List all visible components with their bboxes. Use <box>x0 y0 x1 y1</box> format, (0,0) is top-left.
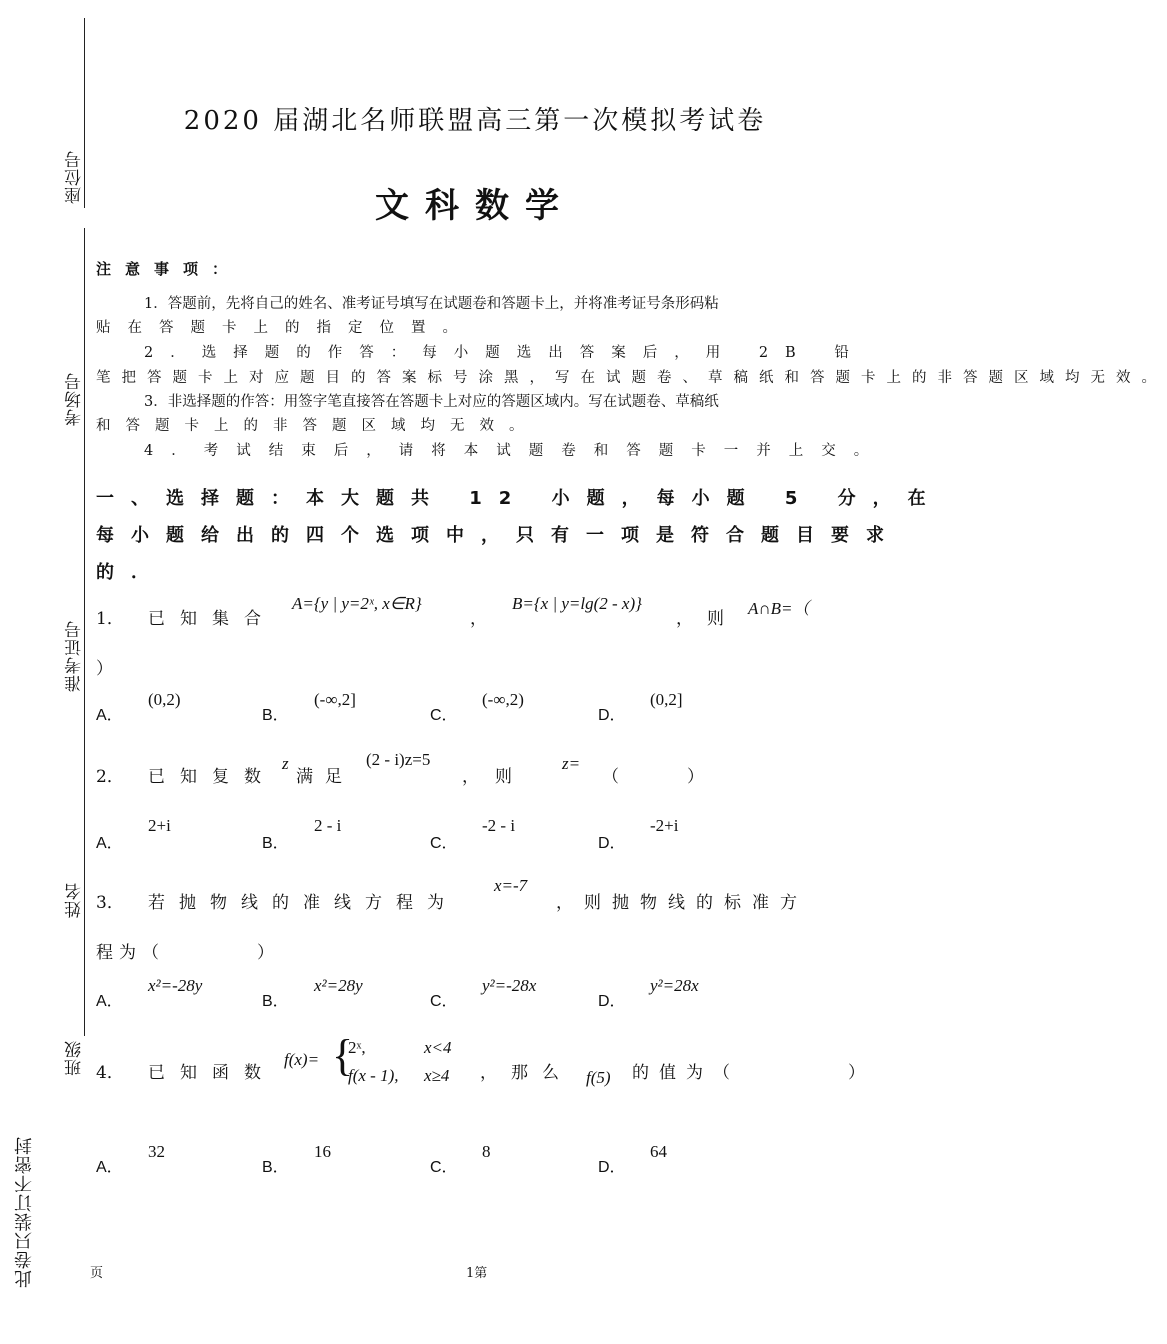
question-1-option-a-label[interactable]: A． <box>96 707 123 724</box>
question-3-option-c-value: y²=-28x <box>482 976 537 995</box>
notice-item-2-line-1: 2．选择题的作答：每小题选出答案后，用 2B 铅 <box>144 345 866 361</box>
question-4-option-c-label[interactable]: C． <box>430 1159 458 1176</box>
notice-item-4: 4．考试结束后，请将本试题卷和答题卡一并上交。 <box>144 443 887 459</box>
question-3-stem-3: 程为（ ） <box>96 943 280 963</box>
question-3-option-a-value: x²=-28y <box>148 976 203 995</box>
question-2-stem-2: 满足 <box>296 767 354 787</box>
class-label: 班级 <box>65 1040 85 1076</box>
notice-item-3-line-1: 3．非选择题的作答：用签字笔直接答在答题卡上对应的答题区域内。写在试题卷、草稿纸 <box>144 394 719 410</box>
question-2-equation: (2 - i)z=5 <box>366 750 431 769</box>
question-3-directrix: x=-7 <box>494 876 528 895</box>
question-2-option-b-label[interactable]: B． <box>262 835 289 852</box>
question-1-option-c-value: (-∞,2) <box>482 690 524 709</box>
question-2-answer-paren: （ ） <box>602 767 704 787</box>
question-4-sep: ，那么 <box>480 1063 573 1083</box>
question-4-function: f(x)= <box>284 1050 320 1069</box>
seal-notice-label: 此卷只装订不密封 <box>14 1136 35 1288</box>
question-4-stem-2: 的值为（ ） <box>632 1063 875 1083</box>
question-2-option-a-label[interactable]: A． <box>96 835 123 852</box>
question-3-option-a-label[interactable]: A． <box>96 993 123 1010</box>
question-2-option-b-value: 2 - i <box>314 816 342 835</box>
question-2-option-a-value: 2+i <box>148 816 171 835</box>
question-1-option-d-label[interactable]: D． <box>598 707 626 724</box>
question-4-number: 4． <box>96 1063 124 1083</box>
question-1-sep-2: ，则 <box>676 609 738 629</box>
question-4-option-b-label[interactable]: B． <box>262 1159 289 1176</box>
question-4-stem: 已知函数 <box>148 1063 276 1083</box>
seat-number-label: 座位号 <box>65 150 85 204</box>
question-1-option-a-value: (0,2) <box>148 690 181 709</box>
question-4-option-c-value: 8 <box>482 1142 491 1161</box>
section-heading-line-2: 每小题给出的四个选项中，只有一项是符合题目要求 <box>96 525 901 546</box>
section-heading-line-3: 的． <box>96 562 166 583</box>
question-4-cond-1: x<4 <box>424 1038 452 1057</box>
question-2-number: 2． <box>96 767 124 787</box>
question-1-intersection: A∩B=（ <box>748 599 810 618</box>
question-2-sep: ，则 <box>462 767 528 787</box>
question-1-option-c-label[interactable]: C． <box>430 707 458 724</box>
question-2-option-d-value: -2+i <box>650 816 679 835</box>
question-4-target: f(5) <box>586 1068 611 1087</box>
question-4-brace: { <box>332 1031 354 1080</box>
question-3-option-b-value: x²=28y <box>314 976 363 995</box>
notice-item-1-line-2: 贴在答题卡上的指定位置。 <box>96 320 474 336</box>
question-3-option-d-label[interactable]: D． <box>598 993 626 1010</box>
exam-title: 2020 届湖北名师联盟高三第一次模拟考试卷 <box>183 106 767 136</box>
question-4-option-a-value: 32 <box>148 1142 165 1161</box>
question-2-target: z= <box>562 754 581 773</box>
question-4-case-2: f(x - 1), <box>348 1066 399 1085</box>
subject-title: 文科数学 <box>375 186 575 226</box>
footer-page-number: 1第 <box>466 1266 488 1281</box>
question-2-option-d-label[interactable]: D． <box>598 835 626 852</box>
question-1-tail: ） <box>96 659 113 679</box>
question-4-option-a-label[interactable]: A． <box>96 1159 123 1176</box>
question-3-number: 3． <box>96 893 124 913</box>
question-1-stem: 已知集合 <box>148 609 276 629</box>
exam-room-label: 考场号 <box>65 372 85 426</box>
question-4-cond-2: x≥4 <box>424 1066 450 1085</box>
notice-item-3-line-2: 和答题卡上的非答题区域均无效。 <box>96 418 539 434</box>
question-4-case-1: 2ˣ, <box>348 1038 366 1057</box>
question-3-stem: 若抛物线的准线方程为 <box>148 893 458 913</box>
question-1-option-b-label[interactable]: B． <box>262 707 289 724</box>
question-1-option-b-value: (-∞,2] <box>314 690 356 709</box>
section-heading-line-1: 一、选择题：本大题共 12 小题，每小题 5 分，在 <box>96 488 943 509</box>
question-4-option-b-value: 16 <box>314 1142 331 1161</box>
ticket-number-label: 准考证号 <box>65 620 85 692</box>
question-2-stem: 已知复数 <box>148 767 276 787</box>
question-2-option-c-label[interactable]: C． <box>430 835 458 852</box>
notice-item-2-line-2: 笔把答题卡上对应题目的答案标号涂黑，写在试题卷、草稿纸和答题卡上的非答题区域均无效。 <box>96 370 1167 386</box>
question-2-option-c-value: -2 - i <box>482 816 516 835</box>
question-1-set-b: B={x | y=lg(2 - x)} <box>512 594 642 613</box>
question-1-sep-1: ， <box>470 609 487 629</box>
name-label: 姓名 <box>65 882 85 918</box>
question-3-option-b-label[interactable]: B． <box>262 993 289 1010</box>
question-4-option-d-label[interactable]: D． <box>598 1159 626 1176</box>
question-2-variable: z <box>282 754 289 773</box>
question-1-set-a: A={y | y=2ˣ, x∈R} <box>292 594 422 613</box>
notice-heading: 注意事项： <box>96 260 242 278</box>
footer-page-left: 页 <box>90 1266 104 1281</box>
question-1-option-d-value: (0,2] <box>650 690 683 709</box>
question-3-option-d-value: y²=28x <box>650 976 699 995</box>
question-3-option-c-label[interactable]: C． <box>430 993 458 1010</box>
question-1-number: 1． <box>96 609 124 629</box>
question-3-stem-2: ，则抛物线的标准方 <box>556 893 808 913</box>
question-4-option-d-value: 64 <box>650 1142 667 1161</box>
notice-item-1-line-1: 1．答题前，先将自己的姓名、准考证号填写在试题卷和答题卡上，并将准考证号条形码粘 <box>144 296 719 312</box>
